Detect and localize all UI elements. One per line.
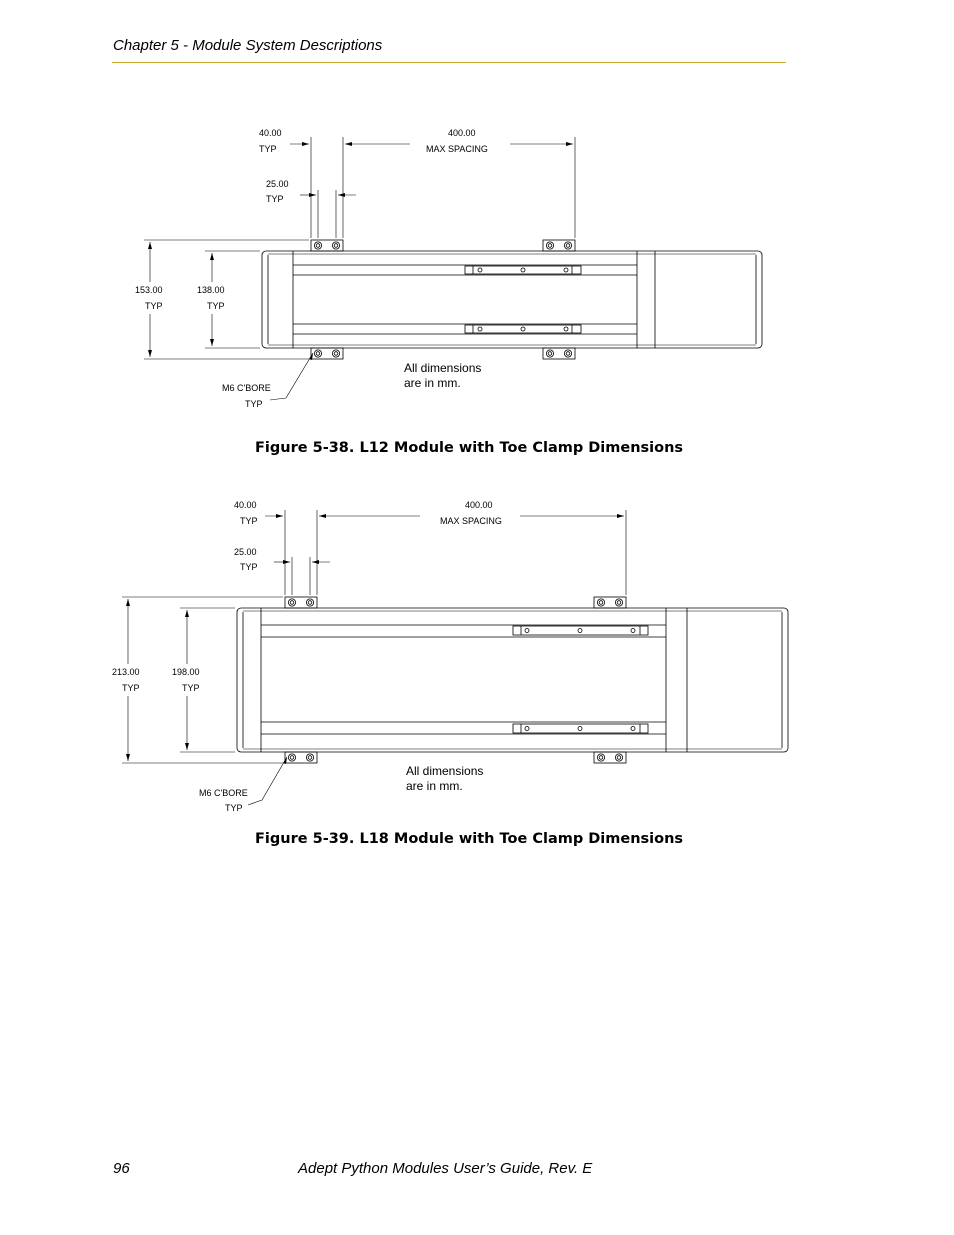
l18-dim-outer-typ: TYP — [122, 683, 140, 693]
l18-dim-400-label: MAX SPACING — [440, 516, 502, 526]
l12-toe-clamp-top-left — [311, 240, 343, 251]
l12-bore-typ: TYP — [245, 399, 263, 409]
l18-dim-outer: 213.00 — [112, 667, 140, 677]
l18-bore-label: M6 C'BORE — [199, 788, 248, 798]
l18-bore-typ: TYP — [225, 803, 243, 813]
figure-5-38-caption: Figure 5-38. L12 Module with Toe Clamp Dimensions — [255, 440, 684, 456]
chapter-header: Chapter 5 - Module System Descriptions — [113, 37, 383, 54]
l18-dim-25: 25.00 — [234, 547, 257, 557]
l18-dimension-drawing — [0, 470, 954, 830]
l12-toe-clamp-bottom-right — [543, 348, 575, 359]
l18-note-line1: All dimensions — [406, 764, 484, 778]
l18-toe-clamp-top-left — [285, 597, 317, 608]
l18-note-line2: are in mm. — [406, 779, 463, 793]
l12-toe-clamp-top-right — [543, 240, 575, 251]
figure-5-39-caption: Figure 5-39. L18 Module with Toe Clamp Dimensions — [255, 831, 684, 847]
l12-dim-inner: 138.00 — [197, 285, 225, 295]
footer-title: Adept Python Modules User’s Guide, Rev. E — [298, 1160, 593, 1177]
l12-dim-outer: 153.00 — [135, 285, 163, 295]
l18-dim-400: 400.00 — [465, 500, 493, 510]
l12-dim-40-typ: TYP — [259, 144, 277, 154]
l12-dim-25: 25.00 — [266, 179, 289, 189]
l18-body-outline — [237, 608, 788, 752]
l12-dim-25-typ: TYP — [266, 194, 284, 204]
l18-dim-25-typ: TYP — [240, 562, 258, 572]
l12-dimension-drawing — [0, 0, 954, 430]
l12-toe-clamp-bottom-left — [311, 348, 343, 359]
l18-dim-inner: 198.00 — [172, 667, 200, 677]
l12-dim-inner-typ: TYP — [207, 301, 225, 311]
l18-dim-40: 40.00 — [234, 500, 257, 510]
l12-note-line1: All dimensions — [404, 361, 482, 375]
l18-dim-40-typ: TYP — [240, 516, 258, 526]
l12-dim-outer-typ: TYP — [145, 301, 163, 311]
page-number: 96 — [113, 1160, 130, 1177]
l18-toe-clamp-bottom-left — [285, 752, 317, 763]
l12-note-line2: are in mm. — [404, 376, 461, 390]
l18-toe-clamp-top-right — [594, 597, 626, 608]
l18-toe-clamp-bottom-right — [594, 752, 626, 763]
l12-dim-40: 40.00 — [259, 128, 282, 138]
l12-bore-label: M6 C'BORE — [222, 383, 271, 393]
l18-dim-inner-typ: TYP — [182, 683, 200, 693]
l12-dim-400: 400.00 — [448, 128, 476, 138]
l12-body-outline — [262, 251, 762, 348]
l12-dim-400-label: MAX SPACING — [426, 144, 488, 154]
